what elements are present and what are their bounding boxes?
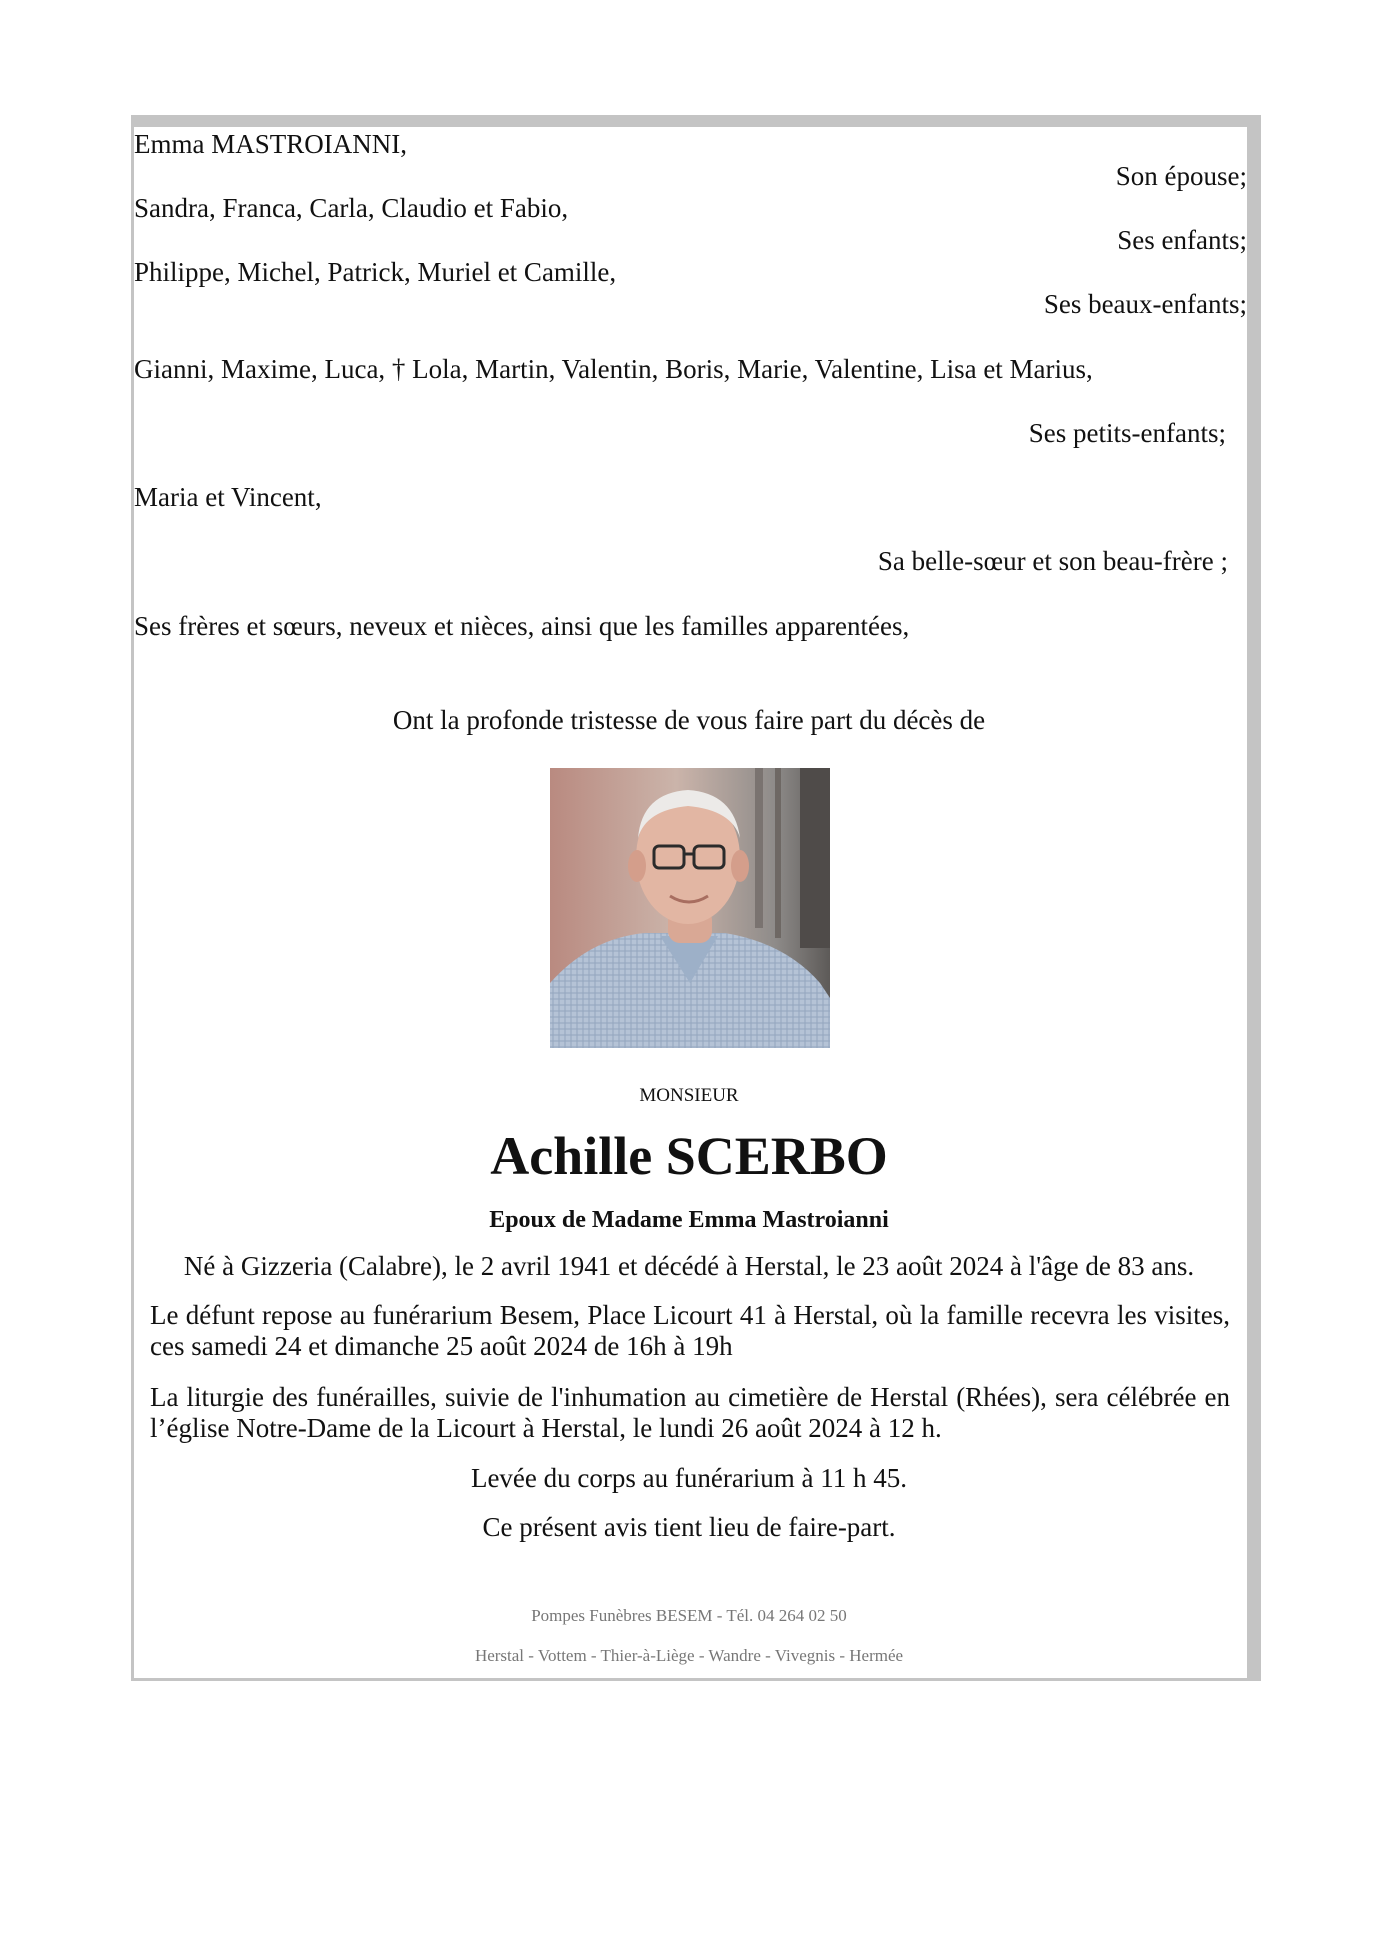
siblings-inlaw-names: Maria et Vincent, xyxy=(134,482,322,512)
children-names: Sandra, Franca, Carla, Claudio et Fabio, xyxy=(134,193,569,223)
footer-locations: Herstal - Vottem - Thier-à-Liège - Wandre - Vivegnis - Hermée xyxy=(474,1646,904,1665)
levee-line: Levée du corps au funérarium à 11 h 45. xyxy=(470,1463,908,1493)
inlaws-role: Ses beaux-enfants; xyxy=(1043,289,1247,319)
grandchildren-names: Gianni, Maxime, Luca, † Lola, Martin, Valentin, Boris, Marie, Valentine, Lisa et Marius, xyxy=(134,354,1093,384)
deceased-portrait xyxy=(550,768,830,1048)
notice-line: Ce présent avis tient lieu de faire-part. xyxy=(482,1512,896,1542)
children-role: Ses enfants; xyxy=(1117,225,1247,255)
spouse-line: Epoux de Madame Emma Mastroianni xyxy=(489,1207,889,1233)
repose-paragraph: Le défunt repose au funérarium Besem, Place Licourt 41 à Herstal, où la famille recevra les visites, ces samedi 24 et dimanche 25 août 2024 de 16h à 19h xyxy=(150,1300,1230,1361)
footer-company: Pompes Funèbres BESEM - Tél. 04 264 02 50 xyxy=(531,1606,847,1625)
grandchildren-role: Ses petits-enfants; xyxy=(1028,418,1226,448)
birth-death: Né à Gizzeria (Calabre), le 2 avril 1941 et décédé à Herstal, le 23 août 2024 à l'âge de 83 ans. xyxy=(183,1251,1195,1281)
siblings-inlaw-role: Sa belle-sœur et son beau-frère ; xyxy=(877,546,1228,576)
honorific: MONSIEUR xyxy=(639,1085,739,1106)
spouse-names: Emma MASTROIANNI, xyxy=(134,129,407,159)
liturgy-paragraph: La liturgie des funérailles, suivie de l'inhumation au cimetière de Herstal (Rhées), sera célébrée en l’église Notre-Dame de la Licourt à Herstal, le lundi 26 août 2024 à 12 h. xyxy=(150,1382,1230,1443)
extended-family: Ses frères et sœurs, neveux et nièces, ainsi que les familles apparentées, xyxy=(134,611,910,641)
announcement: Ont la profonde tristesse de vous faire part du décès de xyxy=(392,705,986,735)
inlaws-names: Philippe, Michel, Patrick, Muriel et Camille, xyxy=(134,257,617,287)
spouse-role: Son épouse; xyxy=(1115,161,1247,191)
deceased-name: Achille SCERBO xyxy=(490,1126,888,1186)
